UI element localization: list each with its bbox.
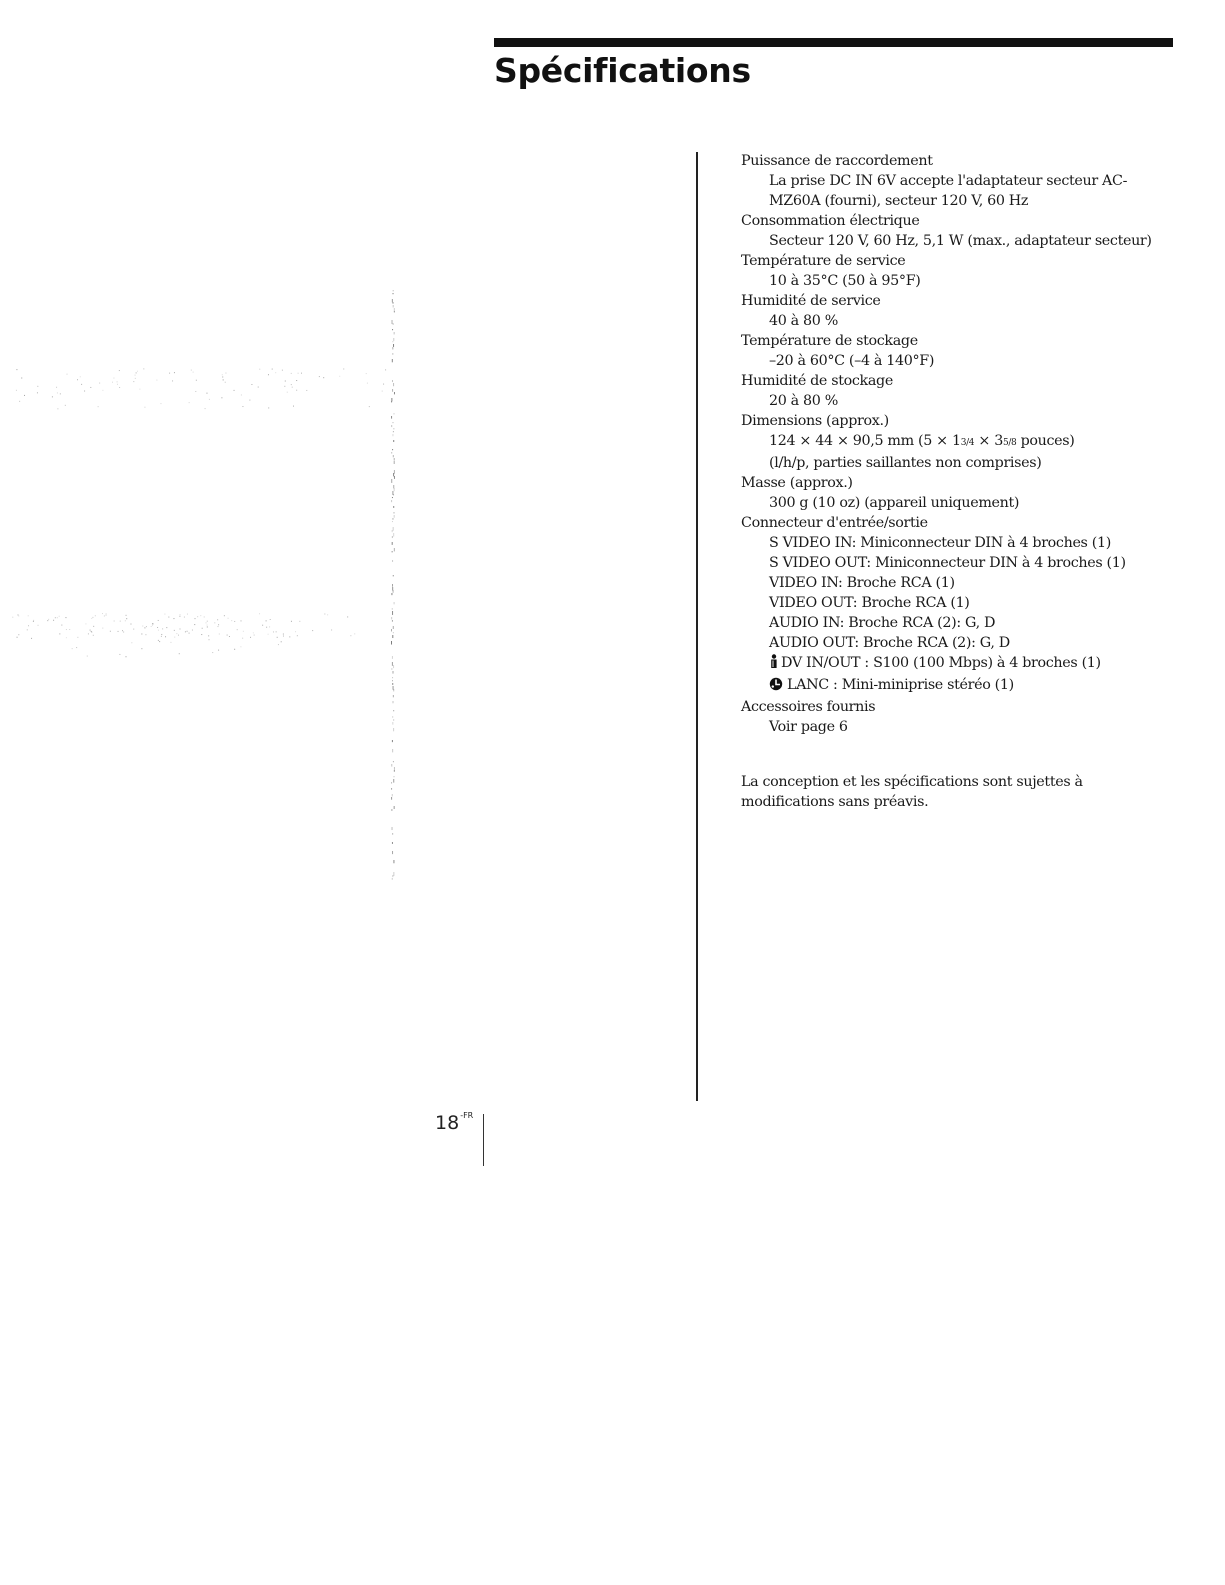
page-number	[435, 1112, 473, 1133]
spec-value: AUDIO OUT: Broche RCA (2): G, D	[769, 635, 1010, 651]
spec-label: Température de service	[741, 253, 906, 269]
spec-operating-humidity	[741, 291, 1191, 331]
spec-label: Consommation électrique	[741, 213, 920, 229]
scan-artifacts	[0, 280, 420, 900]
spec-label: Puissance de raccordement	[741, 153, 933, 169]
spec-value: La prise DC IN 6V accepte l'adaptateur secteur AC-MZ60A (fourni), secteur 120 V, 60 Hz	[769, 173, 1128, 209]
dimension-suffix: pouces)	[1016, 433, 1075, 449]
spec-value: (l/h/p, parties saillantes non comprises)	[769, 455, 1042, 471]
dimension-prefix: 124 × 44 × 90,5 mm (5 × 1	[769, 433, 961, 449]
specification-disclaimer: La conception et les spécifications sont sujettes à modifications sans préavis.	[741, 774, 1083, 810]
spec-storage-temperature	[741, 331, 1191, 371]
page-number-value: 18	[435, 1112, 460, 1134]
spec-value: 20 à 80 %	[769, 393, 838, 409]
page-number-suffix: -FR	[460, 1111, 474, 1120]
i-link-icon	[769, 654, 779, 675]
spec-accessories	[741, 697, 1191, 737]
spec-value: VIDEO IN: Broche RCA (1)	[769, 575, 955, 591]
spec-value: 300 g (10 oz) (appareil uniquement)	[769, 495, 1020, 511]
spec-value: AUDIO IN: Broche RCA (2): G, D	[769, 615, 996, 631]
lanc-connector-text: LANC : Mini-miniprise stéréo (1)	[787, 677, 1014, 693]
spec-label: Dimensions (approx.)	[741, 413, 889, 429]
spec-power-consumption	[741, 211, 1191, 251]
spec-label: Humidité de service	[741, 293, 881, 309]
spec-value: Voir page 6	[769, 719, 848, 735]
spec-label: Accessoires fournis	[741, 699, 876, 715]
spec-label: Masse (approx.)	[741, 475, 853, 491]
spec-value-dv	[741, 653, 1191, 675]
spec-label: Température de stockage	[741, 333, 918, 349]
spec-value: 40 à 80 %	[769, 313, 838, 329]
spec-value: Secteur 120 V, 60 Hz, 5,1 W (max., adaptateur secteur)	[769, 233, 1152, 249]
spec-value: –20 à 60°C (–4 à 140°F)	[769, 353, 935, 369]
spec-value: VIDEO OUT: Broche RCA (1)	[769, 595, 970, 611]
spec-mass	[741, 473, 1191, 513]
spec-dimensions	[741, 411, 1191, 473]
lanc-icon	[769, 677, 785, 697]
spec-value: S VIDEO IN: Miniconnecteur DIN à 4 broches (1)	[769, 535, 1111, 551]
spec-value-dimensions	[741, 431, 1191, 453]
spec-value: S VIDEO OUT: Miniconnecteur DIN à 4 broches (1)	[769, 555, 1126, 571]
dimension-fraction: 3/4	[960, 438, 975, 448]
header-rule	[494, 38, 1173, 47]
spec-value-lanc	[741, 675, 1191, 697]
spec-label: Humidité de stockage	[741, 373, 893, 389]
specifications-list	[741, 151, 1191, 737]
dimension-fraction: 5/8	[1002, 438, 1017, 448]
spec-storage-humidity	[741, 371, 1191, 411]
spec-operating-temperature	[741, 251, 1191, 291]
page-title: Spécifications	[494, 51, 751, 90]
spec-label: Connecteur d'entrée/sortie	[741, 515, 928, 531]
spec-power-supply	[741, 151, 1191, 211]
dimension-mid: × 3	[974, 433, 1003, 449]
column-divider	[696, 152, 698, 1101]
dv-connector-text: DV IN/OUT : S100 (100 Mbps) à 4 broches (1)	[781, 655, 1101, 671]
page-number-rule	[483, 1114, 484, 1166]
spec-value: 10 à 35°C (50 à 95°F)	[769, 273, 921, 289]
spec-connectors	[741, 513, 1191, 697]
